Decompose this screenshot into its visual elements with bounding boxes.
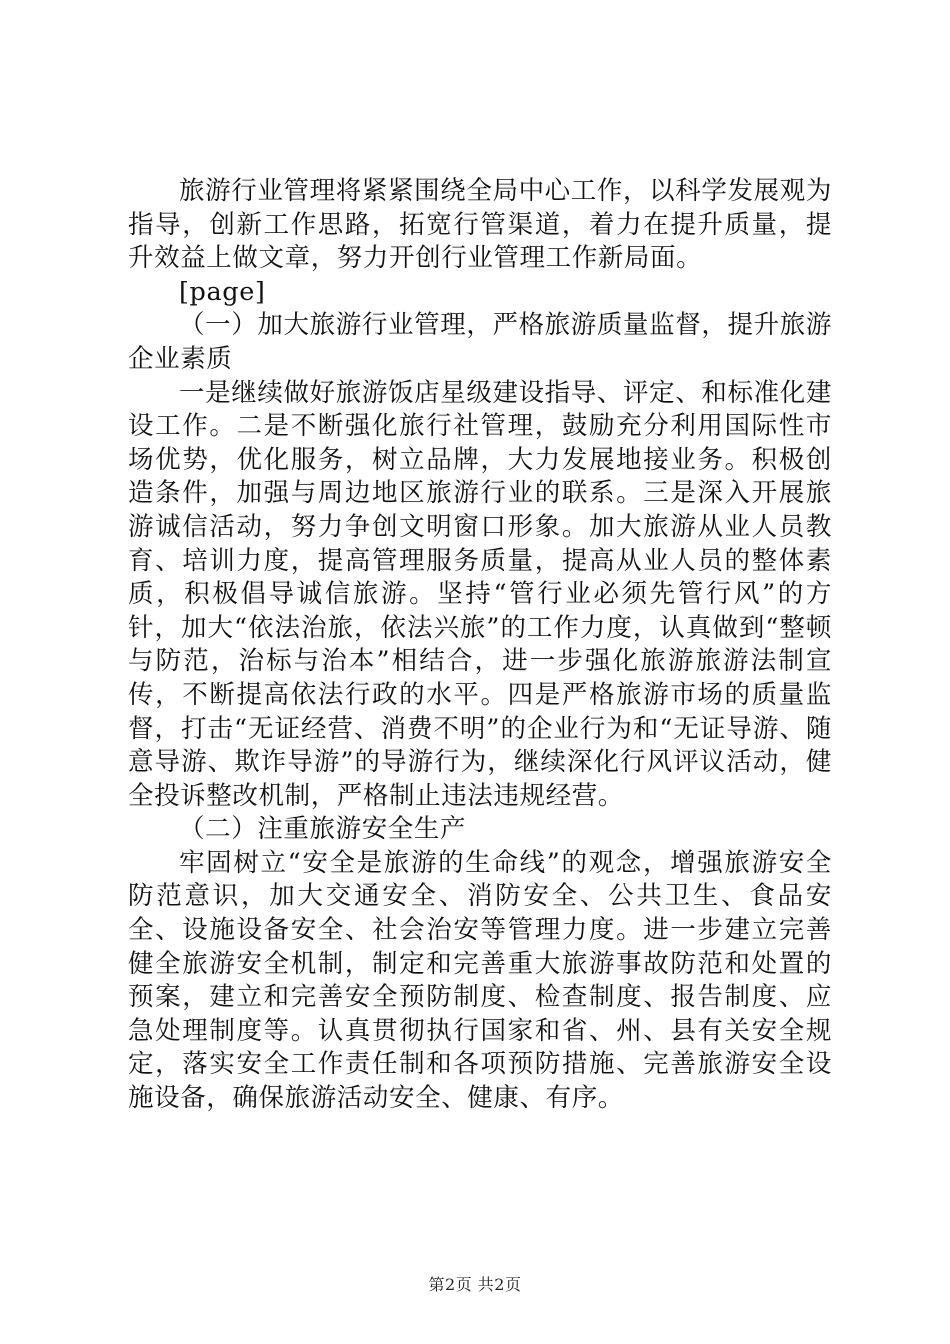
section-heading-2: （二）注重旅游安全生产 (179, 814, 467, 845)
section-heading-1: （一）加大旅游行业管理，严格旅游质量监督，提升旅游企业素质 (128, 310, 832, 374)
page-marker: [page] (179, 276, 266, 307)
section-1-paragraph: 一是继续做好旅游饭店星级建设指导、评定、和标准化建设工作。二是不断强化旅行社管理，鼓励充分利用国际性市场优势，优化服务，树立品牌，大力发展地接业务。积极创造条件，加强与周边地区旅游行业的联系。三是深入开展旅游诚信活动，努力争创文明窗口形象。加大旅游从业人员教育、培训力度，提高管理服务质量，提高从业人员的整体素质，积极倡导诚信旅游。坚持“管行业必须先管行风”的方针，加大“依法治旅，依法兴旅”的工作力度，认真做到“整顿与防范，治标与治本”相结合，进一步强化旅游旅游法制宣传，不断提高依法行政的水平。四是严格旅游市场的质量监督，打击“无证经营、消费不明”的企业行为和“无证导游、随意导游、欺诈导游”的导游行为，继续深化行风评议活动，健全投诉整改机制，严格制止违法违规经营。 (128, 377, 832, 811)
intro-paragraph: 旅游行业管理将紧紧围绕全局中心工作，以科学发展观为指导，创新工作思路，拓宽行管渠道，着力在提升质量，提升效益上做文章，努力开创行业管理工作新局面。 (128, 176, 832, 274)
document-body (128, 175, 832, 1116)
page-footer: 第2页 共2页 (428, 1275, 522, 1294)
section-2-paragraph: 牢固树立“安全是旅游的生命线”的观念，增强旅游安全防范意识，加大交通安全、消防安全、公共卫生、食品安全、设施设备安全、社会治安等管理力度。进一步建立完善健全旅游安全机制，制定和完善重大旅游事故防范和处置的预案，建立和完善安全预防制度、检查制度、报告制度、应急处理制度等。认真贯彻执行国家和省、州、县有关安全规定，落实安全工作责任制和各项预防措施、完善旅游安全设施设备，确保旅游活动安全、健康、有序。 (128, 847, 832, 1114)
